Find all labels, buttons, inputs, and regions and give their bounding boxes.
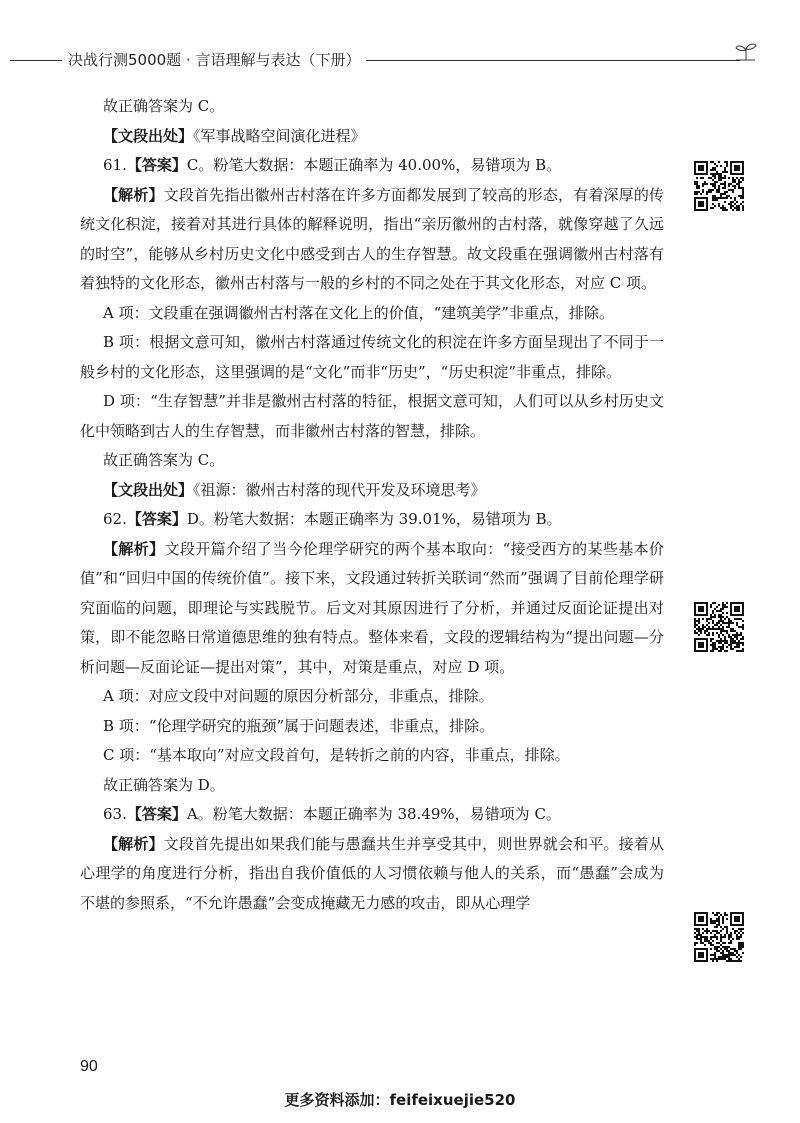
paragraph: B 项：根据文意可知，徽州古村落通过传统文化的积淀在许多方面呈现出了不同于一般乡村的文化形态，这里强调的是“文化”而非“历史”，“历史积淀”非重点，排除。 xyxy=(80,333,664,381)
book-title: 决战行测5000题 · 言语理解与表达（下册） xyxy=(68,51,361,69)
paragraph: C 项：“基本取向”对应文段首句，是转折之前的内容，非重点，排除。 xyxy=(103,746,570,764)
paragraph: 故正确答案为 C。 xyxy=(103,451,225,469)
paragraph: 62.【答案】D。粉笔大数据：本题正确率为 39.01%，易错项为 B。 xyxy=(103,510,562,528)
page-number: 90 xyxy=(80,1058,98,1075)
qr-code-icon[interactable] xyxy=(694,602,744,652)
paragraph: A 项：文段重在强调徽州古村落在文化上的价值，“建筑美学”非重点，排除。 xyxy=(103,303,614,322)
paragraph: 故正确答案为 D。 xyxy=(103,775,225,794)
header-rule-left xyxy=(10,60,62,61)
paragraph: A 项：对应文段中对问题的原因分析部分，非重点，排除。 xyxy=(103,687,494,705)
qr-code-icon[interactable] xyxy=(694,161,744,211)
qr-code-icon[interactable] xyxy=(694,912,744,962)
paragraph: 【文段出处】《祖源：徽州古村落的现代开发及环境思考》 xyxy=(103,480,486,499)
sprout-icon xyxy=(733,40,759,64)
header-rule-right xyxy=(366,60,740,61)
running-header xyxy=(0,40,800,80)
paragraph: 故正确答案为 C。 xyxy=(103,97,225,115)
paragraph: 【解析】文段首先提出如果我们能与愚蠢共生并享受其中，则世界就会和平。接着从心理学的角度进行分析，指出自我价值低的人习惯依赖与他人的关系，而“愚蠢”会成为不堪的参照系，“不允许愚蠢”会变成掩藏无力感的攻击，即从心理学 xyxy=(80,834,664,912)
paragraph: 【解析】文段首先指出徽州古村落在许多方面都发展到了较高的形态，有着深厚的传统文化积淀，接着对其进行具体的解释说明，指出“亲历徽州的古村落，就像穿越了久远的时空”，能够从乡村历史文化中感受到古人的生存智慧。故文段重在强调徽州古村落有着独特的文化形态，徽州古村落与一般的乡村的不同之处在于其文化形态，对应 C 项。 xyxy=(80,185,664,292)
paragraph: 61.【答案】C。粉笔大数据：本题正确率为 40.00%，易错项为 B。 xyxy=(103,156,562,174)
paragraph: B 项：“伦理学研究的瓶颈”属于问题表述，非重点，排除。 xyxy=(103,716,495,735)
answer-explanations xyxy=(80,92,664,918)
footer-note: 更多资料添加：feifeixuejie520 xyxy=(284,1091,516,1109)
paragraph: D 项：“生存智慧”并非是徽州古村落的特征，根据文意可知，人们可以从乡村历史文化中领略到古人的生存智慧，而非徽州古村落的智慧，排除。 xyxy=(80,392,664,440)
paragraph: 【解析】文段开篇介绍了当今伦理学研究的两个基本取向：“接受西方的某些基本价值”和“回归中国的传统价值”。接下来，文段通过转折关联词“然而”强调了目前伦理学研究面临的问题，即理论与实践脱节。后文对其原因进行了分析，并通过反面论证提出对策，即不能忽略日常道德思维的独有特点。整体来看，文段的逻辑结构为“提出问题—分析问题—反面论证—提出对策”，其中，对策是重点，对应 D 项。 xyxy=(80,539,664,676)
paragraph: 63.【答案】A。粉笔大数据：本题正确率为 38.49%，易错项为 C。 xyxy=(103,805,561,823)
paragraph: 【文段出处】《军事战略空间演化进程》 xyxy=(103,126,366,145)
